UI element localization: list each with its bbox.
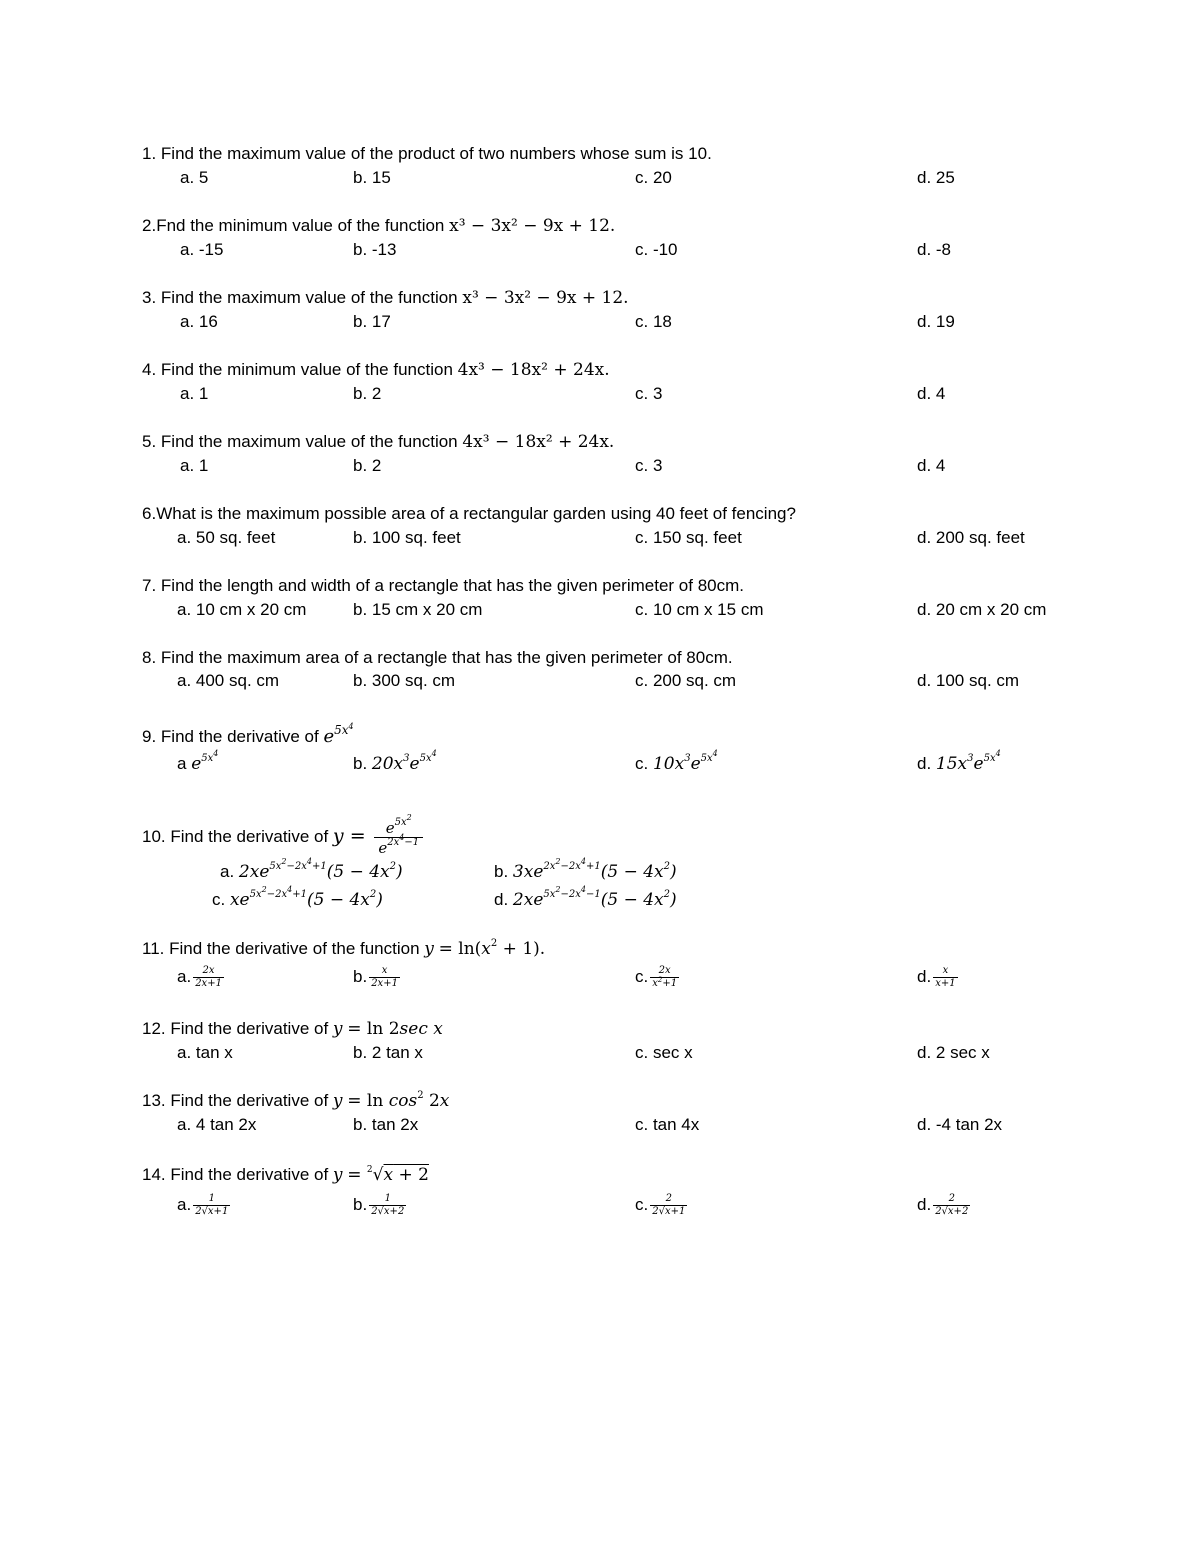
option-11d[interactable]: d. $\frac{x}{x+1}$ <box>917 965 956 990</box>
option-9c[interactable]: c. $10x^3e^{5x^4}$ <box>635 749 718 774</box>
expr-q9: $e^{5x^4}$ <box>323 722 354 747</box>
question-5: 5. Find the maximum value of the function 4x³ − 18x² + 24x. <box>142 432 615 452</box>
option-8b[interactable]: b. 300 sq. cm <box>353 671 456 690</box>
option-12c[interactable]: c. sec x <box>635 1043 693 1062</box>
option-1b[interactable]: b. 15 <box>353 168 391 187</box>
option-5a[interactable]: a. 1 <box>180 456 209 475</box>
question-1: 1. Find the maximum value of the product of two numbers whose sum is 10. <box>142 144 712 163</box>
option-10a[interactable]: a. $2xe^{5x^2-2x^4+1}(5 - 4x^2)$ <box>220 857 403 882</box>
option-5c[interactable]: c. 3 <box>635 456 663 475</box>
expr-q14: y <box>332 1165 343 1185</box>
option-12b[interactable]: b. 2 tan x <box>353 1043 423 1062</box>
question-2: 2.Fnd the minimum value of the function x³ − 3x² − 9x + 12. <box>142 216 616 236</box>
option-8d[interactable]: d. 100 sq. cm <box>917 671 1020 690</box>
option-10d[interactable]: d. $2xe^{5x^2-2x^4-1}(5 - 4x^2)$ <box>494 885 677 910</box>
option-2a[interactable]: a. -15 <box>180 240 224 259</box>
question-9: 9. Find the derivative of $e^{5x^4}$ <box>142 722 354 747</box>
option-2d[interactable]: d. -8 <box>917 240 952 259</box>
question-4: 4. Find the minimum value of the function 4x³ − 18x² + 24x. <box>142 360 610 380</box>
option-1c[interactable]: c. 20 <box>635 168 672 187</box>
option-7c[interactable]: c. 10 cm x 15 cm <box>635 600 764 619</box>
option-2b[interactable]: b. -13 <box>353 240 397 259</box>
option-10b[interactable]: b. $3xe^{2x^2-2x^4+1}(5 - 4x^2)$ <box>494 857 677 882</box>
option-3c[interactable]: c. 18 <box>635 312 672 331</box>
question-10: 10. Find the derivative of y = $\frac{e^{5x^2}}{e^{2x^4-1}}$ <box>142 814 423 858</box>
option-14d[interactable]: d. $\frac{2}{2√x+2}$ <box>917 1193 969 1218</box>
option-4d[interactable]: d. 4 <box>917 384 946 403</box>
option-2c[interactable]: c. -10 <box>635 240 678 259</box>
option-14a[interactable]: a. $\frac{1}{2√x+1}$ <box>177 1193 229 1218</box>
question-6: 6.What is the maximum possible area of a rectangular garden using 40 feet of fencing? <box>142 504 796 523</box>
option-13d[interactable]: d. -4 tan 2x <box>917 1115 1003 1134</box>
question-7: 7. Find the length and width of a rectangle that has the given perimeter of 80cm. <box>142 576 744 595</box>
expr-q11: y <box>424 939 434 959</box>
option-6d[interactable]: d. 200 sq. feet <box>917 528 1025 547</box>
option-4c[interactable]: c. 3 <box>635 384 663 403</box>
fraction-q10: $\frac{e^{5x^2}}{e^{2x^4-1}}$ <box>374 818 423 857</box>
option-9b[interactable]: b. $20x^3e^{5x^4}$ <box>353 749 437 774</box>
option-6c[interactable]: c. 150 sq. feet <box>635 528 742 547</box>
option-8c[interactable]: c. 200 sq. cm <box>635 671 737 690</box>
option-7b[interactable]: b. 15 cm x 20 cm <box>353 600 483 619</box>
question-8: 8. Find the maximum area of a rectangle that has the given perimeter of 80cm. <box>142 648 733 667</box>
option-6a[interactable]: a. 50 sq. feet <box>177 528 276 547</box>
option-11c[interactable]: c. $\frac{2x}{x^2+1}$ <box>635 965 678 990</box>
option-3d[interactable]: d. 19 <box>917 312 955 331</box>
option-9d[interactable]: d. $15x^3e^{5x^4}$ <box>917 749 1001 774</box>
question-12: 12. Find the derivative of y = ln 2sec x <box>142 1019 443 1039</box>
option-11b[interactable]: b. $\frac{x}{2x+1}$ <box>353 965 398 990</box>
option-4a[interactable]: a. 1 <box>180 384 209 403</box>
expr-q10: y = <box>332 825 366 847</box>
option-11a[interactable]: a. $\frac{2x}{2x+1}$ <box>177 965 222 990</box>
option-1d[interactable]: d. 25 <box>917 168 955 187</box>
option-14c[interactable]: c. $\frac{2}{2√x+1}$ <box>635 1193 686 1218</box>
option-1a[interactable]: a. 5 <box>180 168 209 187</box>
option-5d[interactable]: d. 4 <box>917 456 946 475</box>
option-3b[interactable]: b. 17 <box>353 312 391 331</box>
option-7d[interactable]: d. 20 cm x 20 cm <box>917 600 1047 619</box>
expr-q12: y <box>332 1019 343 1039</box>
option-9a[interactable]: a $e^{5x^4}$ <box>177 749 219 774</box>
option-7a[interactable]: a. 10 cm x 20 cm <box>177 600 307 619</box>
question-3: 3. Find the maximum value of the function x³ − 3x² − 9x + 12. <box>142 288 629 308</box>
option-6b[interactable]: b. 100 sq. feet <box>353 528 461 547</box>
option-3a[interactable]: a. 16 <box>180 312 218 331</box>
question-13: 13. Find the derivative of $y = \ln \cos^2 2x$ <box>142 1090 450 1111</box>
option-13c[interactable]: c. tan 4x <box>635 1115 700 1134</box>
option-14b[interactable]: b. $\frac{1}{2√x+2}$ <box>353 1193 405 1218</box>
option-8a[interactable]: a. 400 sq. cm <box>177 671 280 690</box>
option-5b[interactable]: b. 2 <box>353 456 382 475</box>
option-13b[interactable]: b. tan 2x <box>353 1115 419 1134</box>
option-12d[interactable]: d. 2 sec x <box>917 1043 990 1062</box>
question-11: 11. Find the derivative of the function $y = \ln(x^2 + 1)$. <box>142 938 546 959</box>
option-13a[interactable]: a. 4 tan 2x <box>177 1115 257 1134</box>
question-14: 14. Find the derivative of y = $^2$√x + 2 <box>142 1165 429 1185</box>
option-12a[interactable]: a. tan x <box>177 1043 233 1062</box>
expr-q13: y <box>332 1091 343 1111</box>
option-4b[interactable]: b. 2 <box>353 384 382 403</box>
option-10c[interactable]: c. $xe^{5x^2-2x^4+1}(5 - 4x^2)$ <box>212 885 383 910</box>
